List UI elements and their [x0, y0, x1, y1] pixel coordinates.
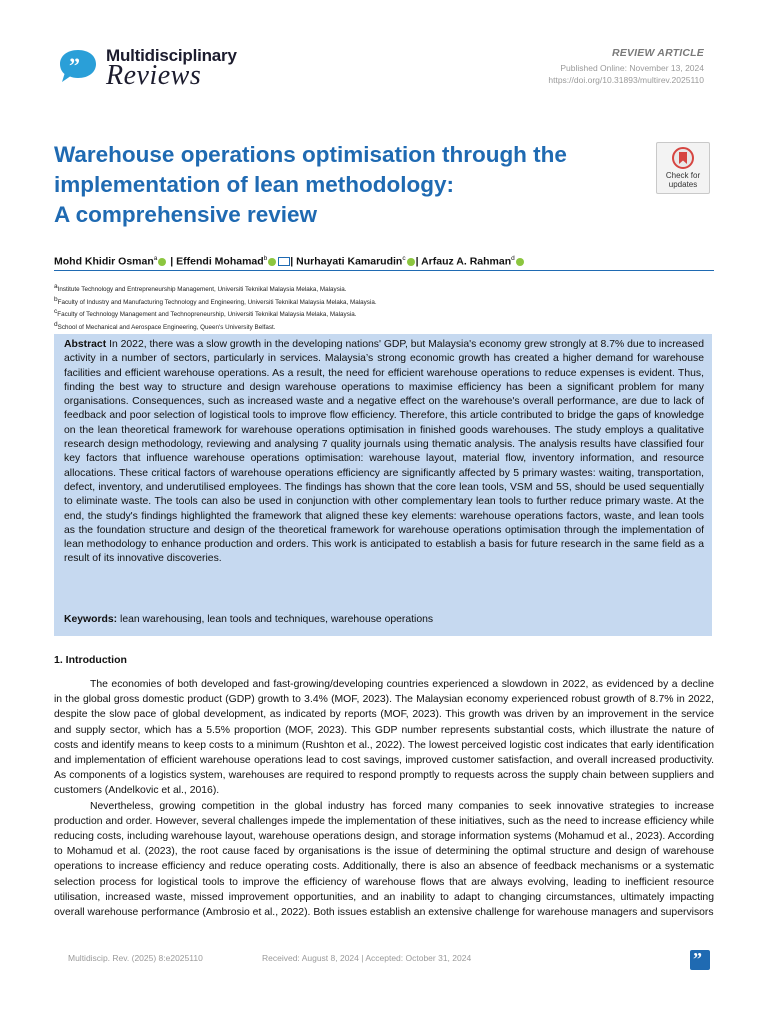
author-affil-sup: d [511, 255, 515, 262]
title-line: A comprehensive review [54, 202, 318, 227]
abstract-body: In 2022, there was a slow growth in the developing nations' GDP, but Malaysia's economy grew strongly at 8.7% due to increased activity in a number of sectors, particularly in services. Malaysia’s strong economic growth has created a higher demand for warehouse facilities and efficient warehouse operations. As a result, the need for efficient warehouse operations to reduce expenses is evident. Thus, finding the best way to structure and design warehouse operations to maximise efficiency has been a significant problem for many organisations. Consequences, such as increased waste and a negative effect on the warehouse's overall performance, are due to lack of feedback and poor selection of logistical tools to improve flow efficiency. Therefore, this article contributed to bridge the gaps of knowledge on the lean theoretical framework for warehouse operations optimisation in finished goods warehouses. The study employs a qualitative research design methodology, reviewing and analysing 7 quality journals using thematic analysis. The analysis results have classified four key factors that influence warehouse operations optimisation: warehouse layout, material flow, inventory information, and resource allocations. These critical factors of warehouse operations efficiency are significantly affected by 5 primary wastes: waiting, transportation, defect, inventory, and underutilised employees. The findings has shown that the core lean tools, VSM and 5S, should be used sequentially to eliminate waste. The tools can also be used in conjunction with other complementary lean tools to further reduce primary waste. At the end, the study's findings highlighted the framework that aligned these key elements: warehouse operations factors, waste, and lean tools as the foundation structure and design of the theoretical framework for warehouse operations optimisation through the implementation of lean methodology to enhance production and orders. This work is anticipated to establish a basis for future research in the same field as a result of its innovative discoveries. [64, 339, 704, 565]
author-name[interactable]: Mohd Khidir Osman [54, 255, 154, 268]
paragraph: The economies of both developed and fast-growing/developing countries experienced a slowdown in 2022, as evidenced by a decline in the global gross domestic product (GDP) growth to 3.4% (MOF, 2023). The Malaysian economy experienced robust growth of 8.7% in 2022, despite the slow pace of global development, as indicated by reports (MOF, 2023). This growth was driven by an improvement in the service and supply sector, which has a 5.5% proportion (MOF, 2023). This GDP number represents substantial costs, which illustrate the nature of costs and identify means to keep costs to a minimum (Rushton et al., 2022). The lowest perceived logistic cost indicates that early identification and implementation of efficient warehouse operations lead to cost savings, improved customer satisfaction, and overall increased productivity. As components of a logistics system, warehouses are required to respond promptly to requests across the supply chain between suppliers and customers (Andelkovic et al., 2016). [54, 679, 714, 797]
affiliation: dSchool of Mechanical and Aerospace Engineering, Queen's University Belfast. [54, 320, 276, 331]
quote-icon: ” [690, 950, 710, 970]
title-line: implementation of lean methodology: [54, 172, 455, 197]
article-meta [548, 47, 704, 85]
email-icon[interactable] [278, 257, 290, 266]
article-type: REVIEW ARTICLE [611, 47, 704, 59]
section-heading: 1. Introduction [54, 654, 127, 666]
doi-link[interactable]: https://doi.org/10.31893/multirev.2025110 [548, 75, 704, 85]
published-date: Published Online: November 13, 2024 [560, 63, 704, 73]
check-for-updates-badge[interactable] [656, 142, 710, 194]
footer-citation: Multidiscip. Rev. (2025) 8:e2025110 [68, 953, 203, 963]
author-name[interactable]: Nurhayati Kamarudin [296, 255, 403, 268]
keywords [64, 614, 433, 625]
section-body [54, 677, 714, 920]
author-name[interactable]: Effendi Mohamad [176, 255, 264, 268]
orcid-icon[interactable] [516, 258, 524, 266]
orcid-icon[interactable] [268, 258, 276, 266]
author-affil-sup: c [402, 255, 406, 262]
affiliation: aInstitute Technology and Entrepreneurship Management, Universiti Teknikal Malaysia Melaka, Malaysia. [54, 283, 347, 294]
affiliation: bFaculty of Industry and Manufacturing Technology and Engineering, Universiti Teknikal Malaysia Melaka, Malaysia. [54, 295, 377, 306]
keywords-value: lean warehousing, lean tools and techniques, warehouse operations [120, 614, 434, 625]
abstract-text [64, 338, 704, 567]
journal-logo[interactable] [58, 44, 237, 92]
check-updates-label: Check for updates [665, 171, 701, 189]
quote-bubble-icon [58, 48, 98, 84]
bookmark-icon [672, 147, 694, 169]
title-line: Warehouse operations optimisation through the [54, 142, 567, 167]
author-name[interactable]: Arfauz A. Rahman [421, 255, 512, 268]
svg-text:”: ” [69, 53, 80, 78]
abstract-box [54, 334, 712, 636]
abstract-label: Abstract [64, 339, 107, 350]
paragraph: Nevertheless, growing competition in the global industry has forced many companies to seek innovative strategies to increase production and order. However, several challenges impede the implementation of these initiatives, such as the need to increase efficiency while reducing costs, including warehouse layout, warehouse operations design, and storage information systems (Mohamud et al., 2023). According to Mohamud et al. (2023), the root cause faced by organisations is the issue of determining the optimal structure and design of warehouse operations to increase efficiency and reduce operating costs. Additionally, there is also an absence of feedback mechanisms or a systematic selection process for logistical tools to improve the efficiency of warehouse flows that are always evolving, leading to inefficient resource utilisation, increased waste, missed improvement opportunities, and an inability to adapt to changing circumstances, ultimately impacting overall warehouse performance (Ambrosio et al., 2022). Both issues establish an extensive challenge for warehouse managers and supervisors [54, 800, 714, 919]
author-affil-sup: a [153, 255, 158, 262]
logo-title-top: Multidisciplinary [106, 46, 237, 65]
logo-title-bottom: Reviews [106, 60, 202, 91]
affiliation: cFaculty of Technology Management and Technopreneurship, Universiti Teknikal Malaysia Melaka, Malaysia. [54, 308, 357, 319]
divider [54, 270, 714, 271]
article-title [54, 140, 634, 230]
author-affil-sup: b [263, 255, 268, 262]
orcid-icon[interactable] [158, 258, 166, 266]
author-list: Mohd Khidir Osman$^a$ | Effendi Mohamad$^b$ | Nurhayati Kamarudin$^c$ | Arfauz A. Rahman$^d$ [54, 255, 714, 268]
affiliations [54, 282, 377, 332]
orcid-icon[interactable] [407, 258, 415, 266]
keywords-label: Keywords: [64, 614, 118, 625]
footer-dates: Received: August 8, 2024 | Accepted: October 31, 2024 [262, 953, 472, 963]
